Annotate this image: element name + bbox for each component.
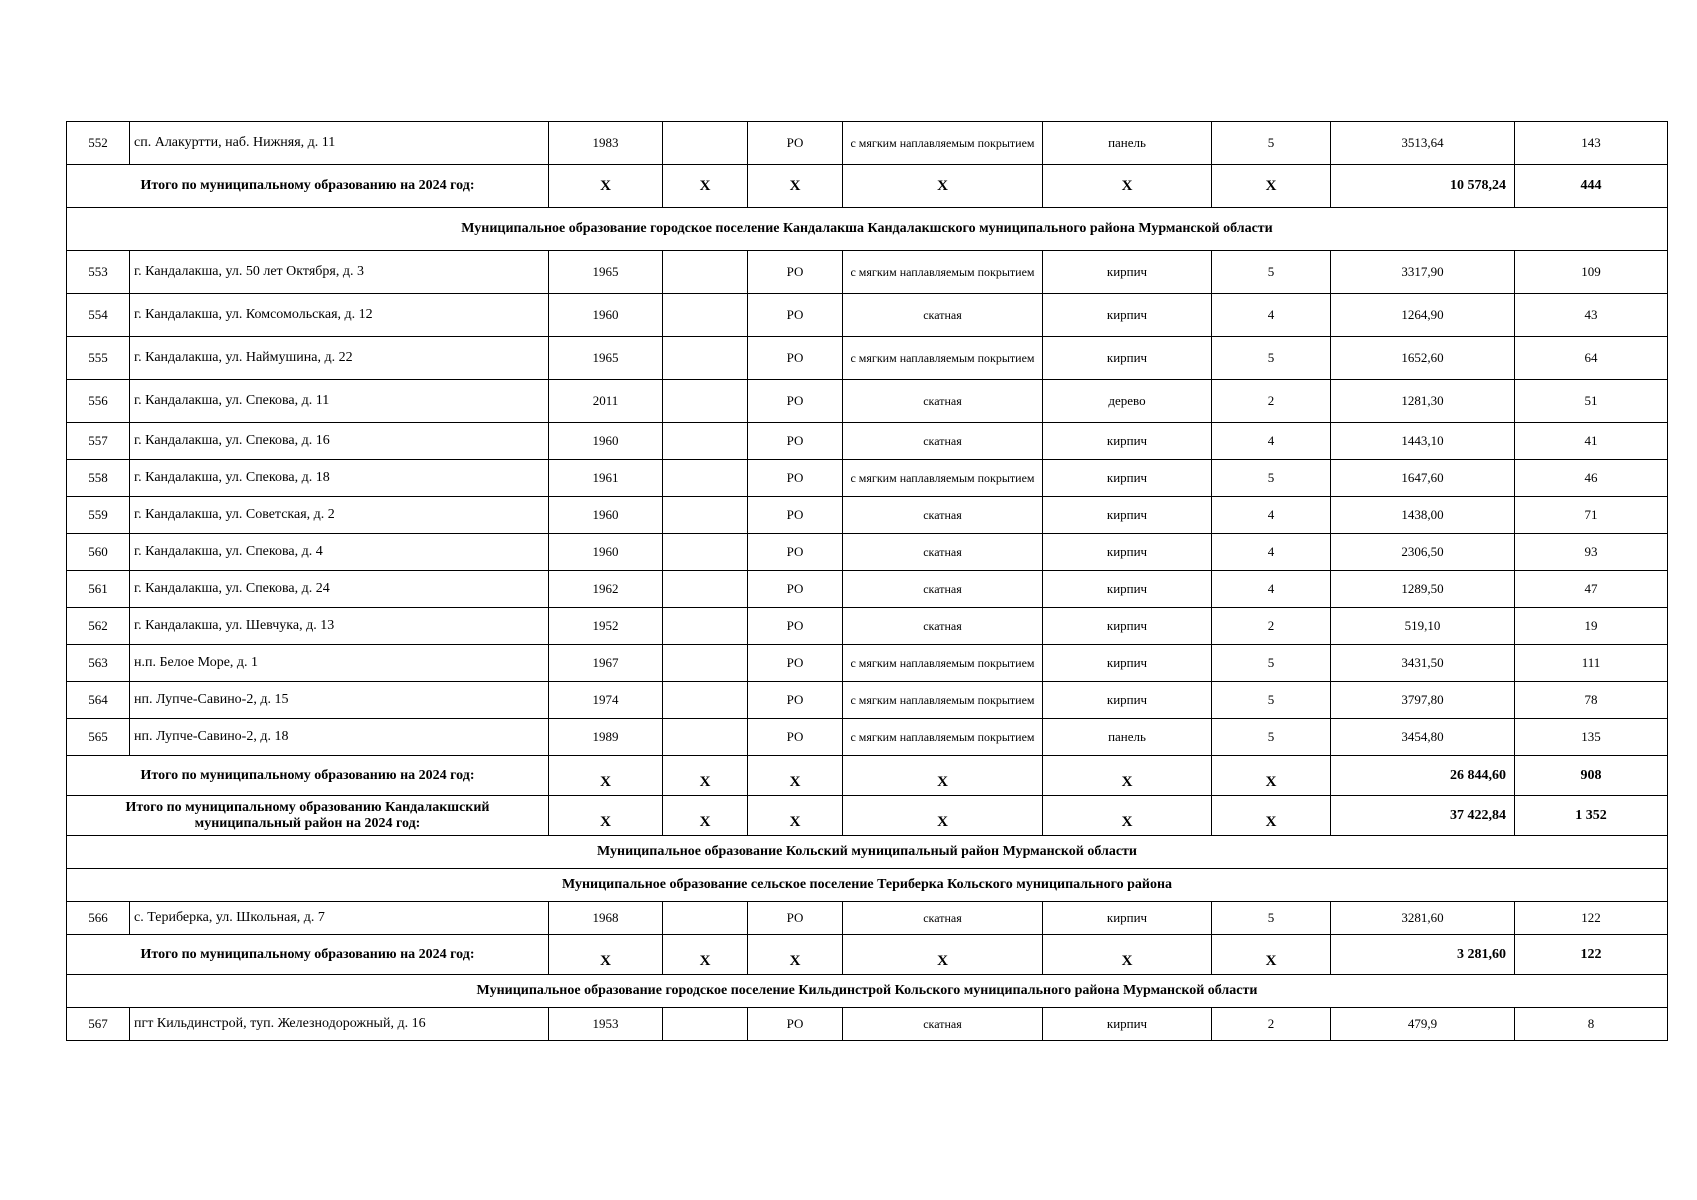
area: 1652,60 — [1331, 337, 1515, 380]
total-label: Итого по муниципальному образованию Кандалакшский муниципальный район на 2024 год: — [67, 796, 549, 836]
address: г. Кандалакша, ул. Спекова, д. 11 — [130, 380, 549, 423]
row-number: 552 — [67, 122, 130, 165]
area: 3431,50 — [1331, 645, 1515, 682]
build-year: 1974 — [549, 682, 663, 719]
subtotal-area: 26 844,60 — [1331, 756, 1515, 796]
x-mark: X — [549, 756, 663, 796]
residents: 111 — [1515, 645, 1668, 682]
empty-cell — [663, 645, 748, 682]
address: г. Кандалакша, ул. Спекова, д. 18 — [130, 460, 549, 497]
floors: 5 — [1212, 251, 1331, 294]
roof-type: скатная — [843, 608, 1043, 645]
fund-type: РО — [748, 1008, 843, 1041]
x-mark: X — [748, 165, 843, 208]
table-row — [67, 645, 1668, 682]
x-mark: X — [1043, 935, 1212, 975]
residents: 122 — [1515, 902, 1668, 935]
address: г. Кандалакша, ул. Спекова, д. 24 — [130, 571, 549, 608]
roof-type: скатная — [843, 497, 1043, 534]
residents: 109 — [1515, 251, 1668, 294]
total-area: 37 422,84 — [1331, 796, 1515, 836]
residents: 135 — [1515, 719, 1668, 756]
roof-type: скатная — [843, 380, 1043, 423]
x-mark: X — [1212, 935, 1331, 975]
residents: 47 — [1515, 571, 1668, 608]
row-number: 561 — [67, 571, 130, 608]
section-heading: Муниципальное образование городское поселение Кандалакша Кандалакшского муниципального района Мурманской области — [67, 208, 1668, 251]
address: с. Териберка, ул. Школьная, д. 7 — [130, 902, 549, 935]
row-number: 555 — [67, 337, 130, 380]
x-mark: X — [663, 935, 748, 975]
table-row — [67, 682, 1668, 719]
wall-material: панель — [1043, 122, 1212, 165]
build-year: 1989 — [549, 719, 663, 756]
area: 3513,64 — [1331, 122, 1515, 165]
row-number: 553 — [67, 251, 130, 294]
empty-cell — [663, 380, 748, 423]
row-number: 560 — [67, 534, 130, 571]
row-number: 563 — [67, 645, 130, 682]
wall-material: кирпич — [1043, 534, 1212, 571]
floors: 5 — [1212, 460, 1331, 497]
fund-type: РО — [748, 122, 843, 165]
wall-material: панель — [1043, 719, 1212, 756]
x-mark: X — [663, 796, 748, 836]
section-row — [67, 836, 1668, 869]
build-year: 1983 — [549, 122, 663, 165]
total-residents: 1 352 — [1515, 796, 1668, 836]
row-number: 556 — [67, 380, 130, 423]
x-mark: X — [1043, 756, 1212, 796]
empty-cell — [663, 571, 748, 608]
table-row — [67, 719, 1668, 756]
empty-cell — [663, 497, 748, 534]
area: 1281,30 — [1331, 380, 1515, 423]
residents: 143 — [1515, 122, 1668, 165]
table-row — [67, 337, 1668, 380]
section-row — [67, 975, 1668, 1008]
x-mark: X — [1212, 756, 1331, 796]
wall-material: кирпич — [1043, 571, 1212, 608]
floors: 5 — [1212, 122, 1331, 165]
floors: 4 — [1212, 571, 1331, 608]
floors: 2 — [1212, 380, 1331, 423]
floors: 4 — [1212, 294, 1331, 337]
area: 479,9 — [1331, 1008, 1515, 1041]
address: г. Кандалакша, ул. 50 лет Октября, д. 3 — [130, 251, 549, 294]
floors: 2 — [1212, 608, 1331, 645]
fund-type: РО — [748, 645, 843, 682]
table-row — [67, 460, 1668, 497]
area: 1289,50 — [1331, 571, 1515, 608]
wall-material: кирпич — [1043, 423, 1212, 460]
address: нп. Лупче-Савино-2, д. 18 — [130, 719, 549, 756]
roof-type: с мягким наплавляемым покрытием — [843, 719, 1043, 756]
row-number: 562 — [67, 608, 130, 645]
residents: 46 — [1515, 460, 1668, 497]
empty-cell — [663, 1008, 748, 1041]
x-mark: X — [748, 935, 843, 975]
wall-material: кирпич — [1043, 497, 1212, 534]
x-mark: X — [843, 165, 1043, 208]
floors: 5 — [1212, 337, 1331, 380]
fund-type: РО — [748, 460, 843, 497]
table-row — [67, 571, 1668, 608]
address: г. Кандалакша, ул. Советская, д. 2 — [130, 497, 549, 534]
roof-type: скатная — [843, 571, 1043, 608]
fund-type: РО — [748, 682, 843, 719]
section-heading: Муниципальное образование сельское поселение Териберка Кольского муниципального района — [67, 869, 1668, 902]
subtotal-row — [67, 165, 1668, 208]
area: 1647,60 — [1331, 460, 1515, 497]
x-mark: X — [1212, 796, 1331, 836]
address: г. Кандалакша, ул. Спекова, д. 16 — [130, 423, 549, 460]
residents: 51 — [1515, 380, 1668, 423]
build-year: 1965 — [549, 251, 663, 294]
empty-cell — [663, 122, 748, 165]
x-mark: X — [1212, 165, 1331, 208]
empty-cell — [663, 534, 748, 571]
area: 1438,00 — [1331, 497, 1515, 534]
fund-type: РО — [748, 337, 843, 380]
wall-material: кирпич — [1043, 682, 1212, 719]
x-mark: X — [1043, 165, 1212, 208]
floors: 4 — [1212, 497, 1331, 534]
section-heading: Муниципальное образование Кольский муниципальный район Мурманской области — [67, 836, 1668, 869]
area: 2306,50 — [1331, 534, 1515, 571]
address: г. Кандалакша, ул. Шевчука, д. 13 — [130, 608, 549, 645]
area: 3797,80 — [1331, 682, 1515, 719]
empty-cell — [663, 423, 748, 460]
x-mark: X — [549, 796, 663, 836]
wall-material: дерево — [1043, 380, 1212, 423]
build-year: 1953 — [549, 1008, 663, 1041]
build-year: 1960 — [549, 534, 663, 571]
wall-material: кирпич — [1043, 251, 1212, 294]
address: г. Кандалакша, ул. Наймушина, д. 22 — [130, 337, 549, 380]
table-row — [67, 497, 1668, 534]
area: 3281,60 — [1331, 902, 1515, 935]
fund-type: РО — [748, 534, 843, 571]
subtotal-area: 3 281,60 — [1331, 935, 1515, 975]
roof-type: скатная — [843, 294, 1043, 337]
subtotal-label: Итого по муниципальному образованию на 2024 год: — [67, 756, 549, 796]
subtotal-residents: 122 — [1515, 935, 1668, 975]
x-mark: X — [1043, 796, 1212, 836]
roof-type: с мягким наплавляемым покрытием — [843, 460, 1043, 497]
fund-type: РО — [748, 608, 843, 645]
row-number: 565 — [67, 719, 130, 756]
x-mark: X — [748, 756, 843, 796]
x-mark: X — [549, 165, 663, 208]
row-number: 554 — [67, 294, 130, 337]
table-row — [67, 380, 1668, 423]
floors: 4 — [1212, 534, 1331, 571]
x-mark: X — [843, 935, 1043, 975]
area: 1264,90 — [1331, 294, 1515, 337]
row-number: 567 — [67, 1008, 130, 1041]
housing-table — [66, 121, 1668, 1041]
subtotal-label: Итого по муниципальному образованию на 2024 год: — [67, 935, 549, 975]
fund-type: РО — [748, 294, 843, 337]
x-mark: X — [843, 796, 1043, 836]
subtotal-residents: 444 — [1515, 165, 1668, 208]
wall-material: кирпич — [1043, 337, 1212, 380]
residents: 8 — [1515, 1008, 1668, 1041]
floors: 2 — [1212, 1008, 1331, 1041]
residents: 71 — [1515, 497, 1668, 534]
empty-cell — [663, 902, 748, 935]
residents: 41 — [1515, 423, 1668, 460]
build-year: 1952 — [549, 608, 663, 645]
roof-type: скатная — [843, 534, 1043, 571]
floors: 4 — [1212, 423, 1331, 460]
area: 519,10 — [1331, 608, 1515, 645]
empty-cell — [663, 251, 748, 294]
area: 3317,90 — [1331, 251, 1515, 294]
floors: 5 — [1212, 902, 1331, 935]
floors: 5 — [1212, 719, 1331, 756]
floors: 5 — [1212, 645, 1331, 682]
roof-type: с мягким наплавляемым покрытием — [843, 645, 1043, 682]
build-year: 1960 — [549, 423, 663, 460]
address: сп. Алакуртти, наб. Нижняя, д. 11 — [130, 122, 549, 165]
area: 3454,80 — [1331, 719, 1515, 756]
fund-type: РО — [748, 571, 843, 608]
roof-type: с мягким наплавляемым покрытием — [843, 682, 1043, 719]
fund-type: РО — [748, 902, 843, 935]
build-year: 1960 — [549, 294, 663, 337]
row-number: 559 — [67, 497, 130, 534]
empty-cell — [663, 294, 748, 337]
build-year: 1962 — [549, 571, 663, 608]
roof-type: скатная — [843, 423, 1043, 460]
row-number: 558 — [67, 460, 130, 497]
table-row — [67, 608, 1668, 645]
roof-type: с мягким наплавляемым покрытием — [843, 337, 1043, 380]
roof-type: скатная — [843, 902, 1043, 935]
wall-material: кирпич — [1043, 902, 1212, 935]
table-row — [67, 902, 1668, 935]
subtotal-residents: 908 — [1515, 756, 1668, 796]
x-mark: X — [748, 796, 843, 836]
build-year: 1965 — [549, 337, 663, 380]
fund-type: РО — [748, 380, 843, 423]
address: г. Кандалакша, ул. Спекова, д. 4 — [130, 534, 549, 571]
roof-type: скатная — [843, 1008, 1043, 1041]
address: н.п. Белое Море, д. 1 — [130, 645, 549, 682]
x-mark: X — [663, 165, 748, 208]
subtotal-area: 10 578,24 — [1331, 165, 1515, 208]
table-row — [67, 423, 1668, 460]
residents: 93 — [1515, 534, 1668, 571]
residents: 19 — [1515, 608, 1668, 645]
section-row — [67, 208, 1668, 251]
wall-material: кирпич — [1043, 645, 1212, 682]
total-row — [67, 796, 1668, 836]
build-year: 1960 — [549, 497, 663, 534]
residents: 43 — [1515, 294, 1668, 337]
area: 1443,10 — [1331, 423, 1515, 460]
empty-cell — [663, 337, 748, 380]
empty-cell — [663, 608, 748, 645]
subtotal-label: Итого по муниципальному образованию на 2024 год: — [67, 165, 549, 208]
subtotal-row — [67, 935, 1668, 975]
table-row — [67, 1008, 1668, 1041]
address: г. Кандалакша, ул. Комсомольская, д. 12 — [130, 294, 549, 337]
x-mark: X — [663, 756, 748, 796]
wall-material: кирпич — [1043, 460, 1212, 497]
wall-material: кирпич — [1043, 294, 1212, 337]
x-mark: X — [549, 935, 663, 975]
residents: 64 — [1515, 337, 1668, 380]
section-row — [67, 869, 1668, 902]
wall-material: кирпич — [1043, 1008, 1212, 1041]
row-number: 557 — [67, 423, 130, 460]
build-year: 2011 — [549, 380, 663, 423]
build-year: 1968 — [549, 902, 663, 935]
x-mark: X — [843, 756, 1043, 796]
roof-type: с мягким наплавляемым покрытием — [843, 122, 1043, 165]
floors: 5 — [1212, 682, 1331, 719]
address: пгт Кильдинстрой, туп. Железнодорожный, д. 16 — [130, 1008, 549, 1041]
build-year: 1961 — [549, 460, 663, 497]
build-year: 1967 — [549, 645, 663, 682]
wall-material: кирпич — [1043, 608, 1212, 645]
fund-type: РО — [748, 719, 843, 756]
table-row — [67, 534, 1668, 571]
table-row — [67, 122, 1668, 165]
table-row — [67, 294, 1668, 337]
residents: 78 — [1515, 682, 1668, 719]
empty-cell — [663, 719, 748, 756]
fund-type: РО — [748, 251, 843, 294]
subtotal-row — [67, 756, 1668, 796]
row-number: 566 — [67, 902, 130, 935]
section-heading: Муниципальное образование городское поселение Кильдинстрой Кольского муниципального района Мурманской области — [67, 975, 1668, 1008]
table-row — [67, 251, 1668, 294]
address: нп. Лупче-Савино-2, д. 15 — [130, 682, 549, 719]
empty-cell — [663, 682, 748, 719]
fund-type: РО — [748, 497, 843, 534]
roof-type: с мягким наплавляемым покрытием — [843, 251, 1043, 294]
row-number: 564 — [67, 682, 130, 719]
fund-type: РО — [748, 423, 843, 460]
empty-cell — [663, 460, 748, 497]
